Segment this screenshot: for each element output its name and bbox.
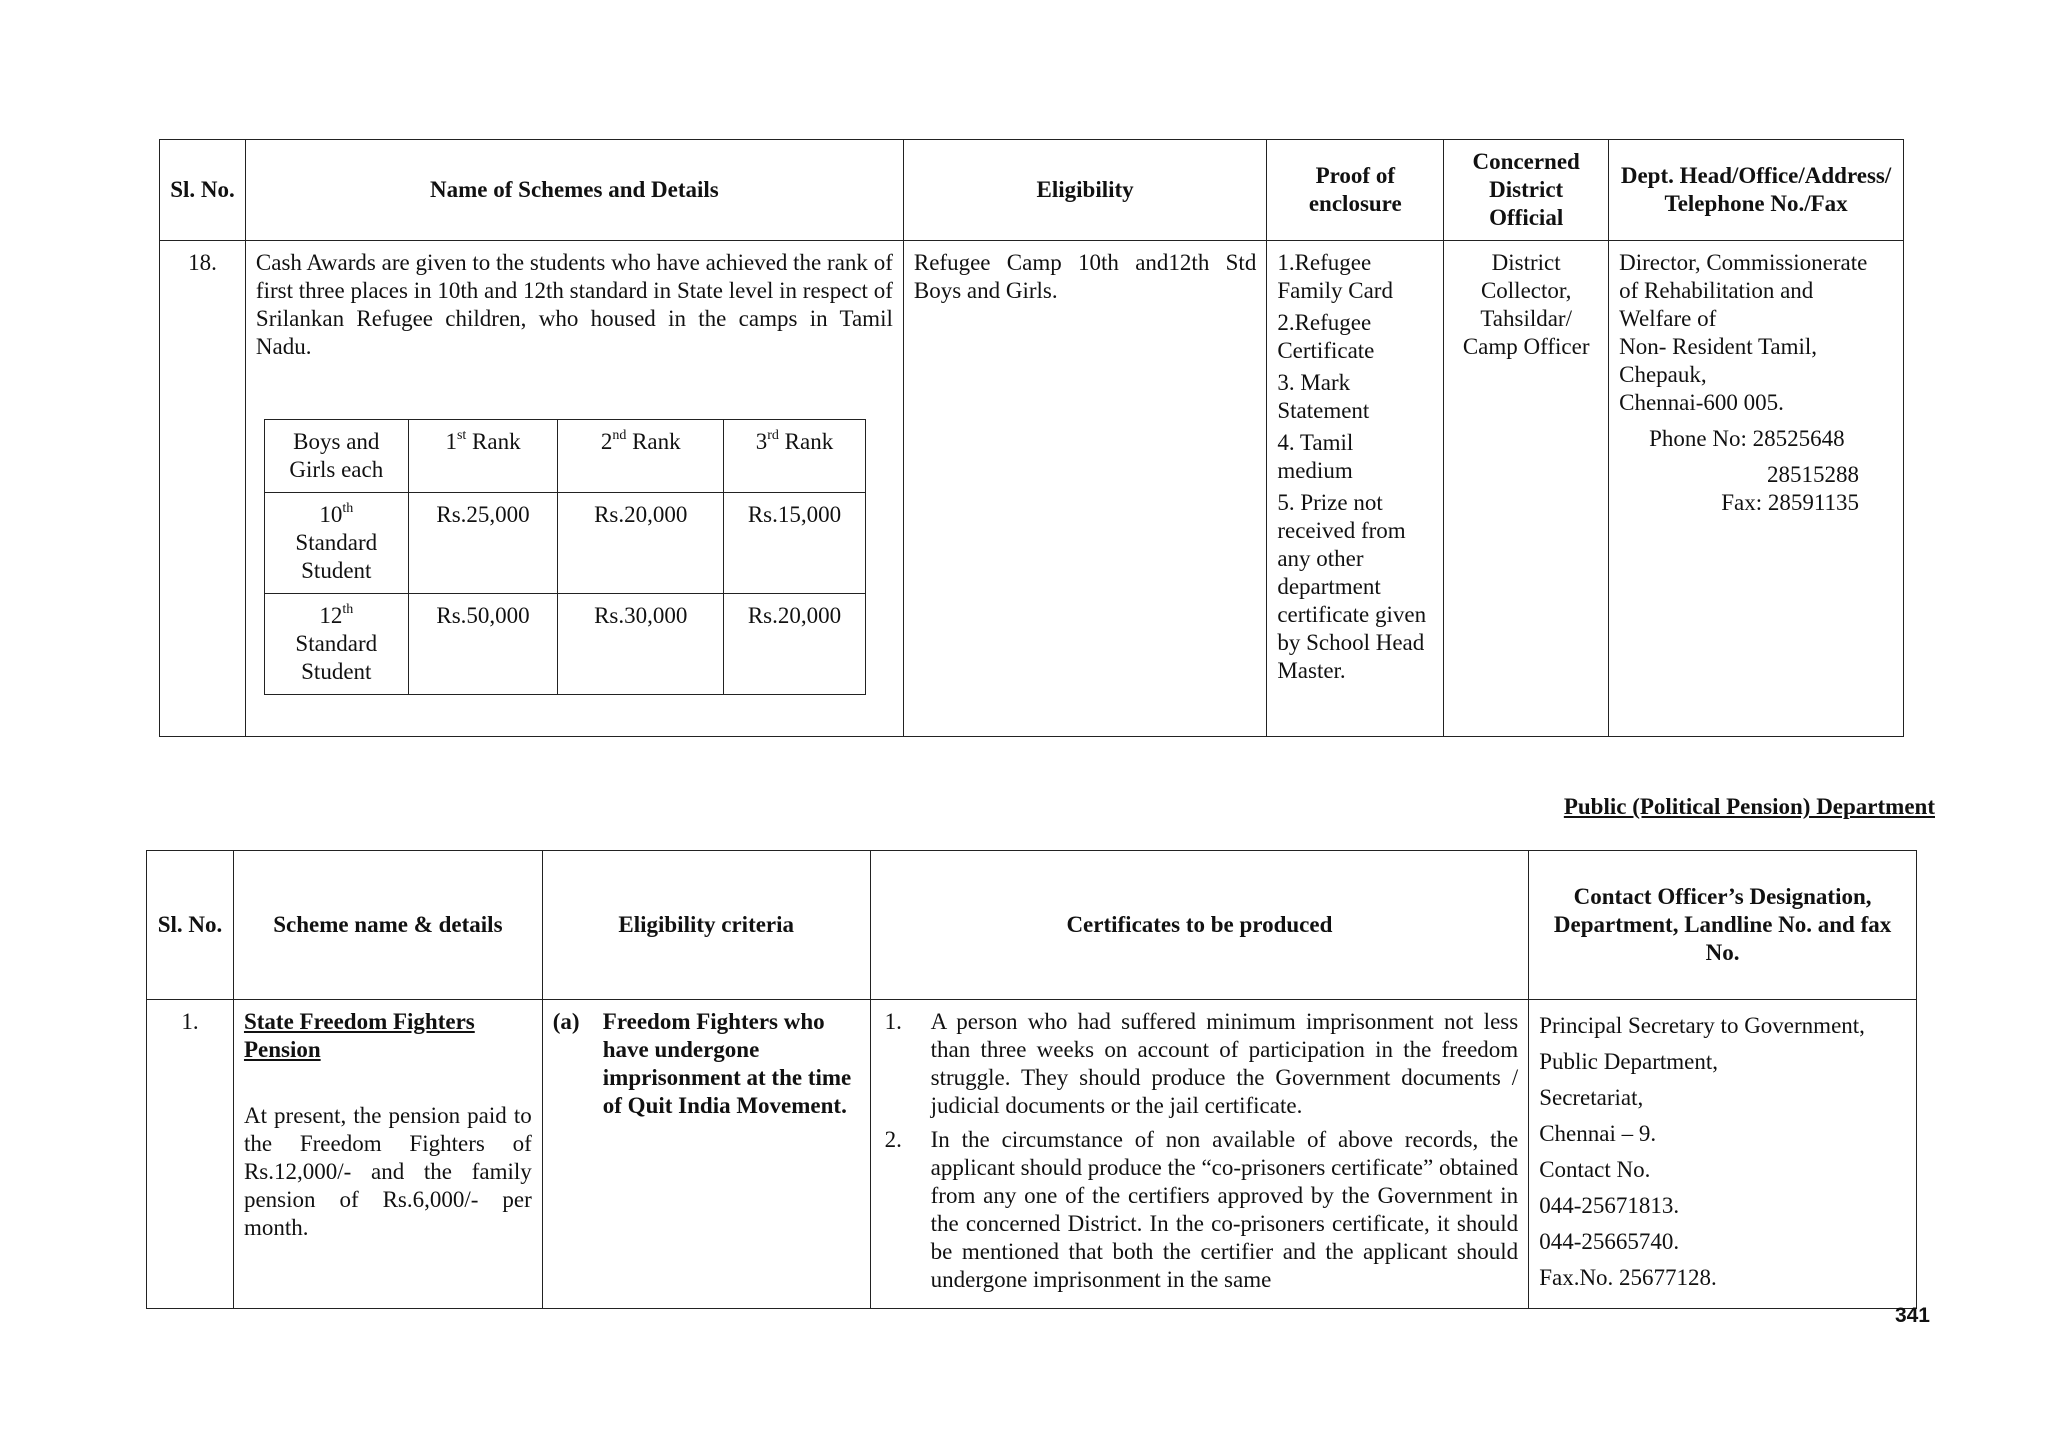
page-number: 341 xyxy=(1894,1304,1930,1327)
table-row xyxy=(147,1000,1917,1309)
col-header-official: Concerned District Official xyxy=(1444,140,1609,241)
award-amount: Rs.20,000 xyxy=(724,594,866,695)
eligibility-text: Freedom Fighters who have undergone imprisonment at the time of Quit India Movement. xyxy=(602,1009,852,1118)
standard-label: 12th Standard Student xyxy=(264,594,408,695)
certificate-item xyxy=(881,1008,1519,1120)
proof-item: 1.Refugee Family Card xyxy=(1277,250,1393,303)
awards-header-row xyxy=(264,420,865,493)
certificate-number: 2. xyxy=(884,1127,902,1152)
col-header-certificates: Certificates to be produced xyxy=(870,851,1529,1000)
scheme-cell xyxy=(245,241,903,737)
certificate-text: In the circumstance of non available of above records, the applicant should produce the “co-prisoners certificate” obtained from any one of the certifiers approved by the Government in the concerned District. In the co-prisoners certificate, it should be mentioned that both the certifier and the applicant should undergone imprisonment in the same xyxy=(930,1127,1519,1292)
certificates-cell xyxy=(870,1000,1529,1309)
rank-header: 2nd Rank xyxy=(558,420,724,493)
scheme-details: At present, the pension paid to the Freedom Fighters of Rs.12,000/- and the family pension of Rs.6,000/- per month. xyxy=(243,1103,532,1240)
phone-line-2: 28515288 xyxy=(1767,462,1859,487)
contact-line: 044-25665740. xyxy=(1539,1229,1680,1254)
contact-line: 044-25671813. xyxy=(1539,1193,1680,1218)
scheme-table-2 xyxy=(146,850,1917,1309)
col-header-scheme: Name of Schemes and Details xyxy=(245,140,903,241)
award-amount: Rs.20,000 xyxy=(558,493,724,594)
awards-row xyxy=(264,594,865,695)
standard-label: 10th Standard Student xyxy=(264,493,408,594)
scheme-title: State Freedom Fighters Pension xyxy=(243,1009,475,1062)
contact-line: Principal Secretary to Government, xyxy=(1539,1013,1865,1038)
contact-line: Fax.No. 25677128. xyxy=(1539,1265,1717,1290)
award-amount: Rs.50,000 xyxy=(408,594,558,695)
col-header-contact: Contact Officer’s Designation, Department, Landline No. and fax No. xyxy=(1529,851,1917,1000)
eligibility-cell: Refugee Camp 10th and12th Std Boys and Girls. xyxy=(903,241,1266,737)
award-amount: Rs.30,000 xyxy=(558,594,724,695)
awards-corner-cell: Boys and Girls each xyxy=(264,420,408,493)
col-header-sl-no: Sl. No. xyxy=(147,851,234,1000)
table-row xyxy=(160,241,1904,737)
award-amount: Rs.25,000 xyxy=(408,493,558,594)
col-header-eligibility: Eligibility criteria xyxy=(542,851,870,1000)
address-line: Chennai-600 005. xyxy=(1619,390,1784,415)
scheme-cell xyxy=(233,1000,542,1309)
sl-no-cell: 18. xyxy=(160,241,246,737)
contact-line: Public Department, xyxy=(1539,1049,1719,1074)
certificate-number: 1. xyxy=(884,1009,902,1034)
address-line: Non- Resident Tamil, xyxy=(1619,334,1818,359)
proof-cell xyxy=(1267,241,1444,737)
table-header-row xyxy=(160,140,1904,241)
eligibility-cell xyxy=(542,1000,870,1309)
contact-line: Secretariat, xyxy=(1539,1085,1644,1110)
col-header-sl-no: Sl. No. xyxy=(160,140,246,241)
proof-item: 2.Refugee Certificate xyxy=(1277,310,1375,363)
col-header-proof: Proof of enclosure xyxy=(1267,140,1444,241)
dept-head-cell xyxy=(1609,241,1904,737)
address-line: Director, Commissionerate xyxy=(1619,250,1868,275)
certificate-text: A person who had suffered minimum imprisonment not less than three weeks on account of participation in the freedom struggle. They should produce the Government documents / judicial documents or the jail certificate. xyxy=(930,1009,1519,1118)
phone-line: Phone No: 28525648 xyxy=(1649,426,1845,451)
proof-item: 4. Tamil medium xyxy=(1277,430,1354,483)
cash-awards-table xyxy=(264,419,866,695)
col-header-dept-head: Dept. Head/Office/Address/ Telephone No./Fax xyxy=(1609,140,1904,241)
proof-item: 5. Prize not received from any other department certificate given by School Head Master. xyxy=(1277,490,1427,683)
certificate-item xyxy=(881,1126,1519,1294)
fax-line: Fax: 28591135 xyxy=(1721,490,1859,515)
awards-row xyxy=(264,493,865,594)
sl-no-cell: 1. xyxy=(147,1000,234,1309)
col-header-scheme: Scheme name & details xyxy=(233,851,542,1000)
address-line: Welfare of xyxy=(1619,306,1717,331)
rank-header: 3rd Rank xyxy=(724,420,866,493)
contact-line: Contact No. xyxy=(1539,1157,1651,1182)
award-amount: Rs.15,000 xyxy=(724,493,866,594)
scheme-description: Cash Awards are given to the students who have achieved the rank of first three places in 10th and 12th standard in State level in respect of Srilankan Refugee children, who housed in the camps in Tamil Nadu. xyxy=(255,250,893,359)
contact-cell xyxy=(1529,1000,1917,1309)
contact-line: Chennai – 9. xyxy=(1539,1121,1657,1146)
rank-header: 1st Rank xyxy=(408,420,558,493)
eligibility-label: (a) xyxy=(552,1009,580,1034)
col-header-eligibility: Eligibility xyxy=(903,140,1266,241)
department-heading: Public (Political Pension) Department xyxy=(1563,794,1935,819)
address-line: of Rehabilitation and xyxy=(1619,278,1814,303)
proof-item: 3. Mark Statement xyxy=(1277,370,1370,423)
table-header-row xyxy=(147,851,1917,1000)
address-line: Chepauk, xyxy=(1619,362,1707,387)
district-official-cell: District Collector, Tahsildar/ Camp Officer xyxy=(1444,241,1609,737)
scheme-table-1 xyxy=(159,139,1904,737)
